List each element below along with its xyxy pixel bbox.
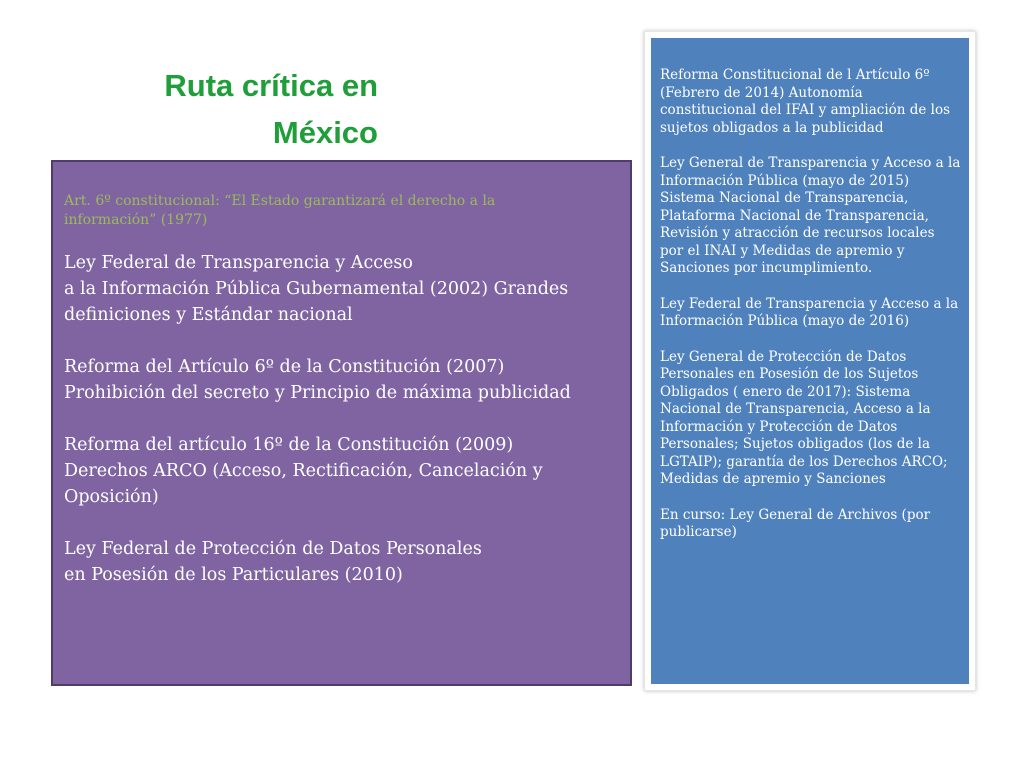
right-item-2014: Reforma Constitucional de l Artículo 6º (Febrero de 2014) Autonomía constitucional del IFAI y ampliación de los sujetos obligados a la publicidad <box>660 67 951 136</box>
right-item-en-curso: En curso: Ley General de Archivos (por publicarse) <box>660 506 931 540</box>
right-item-2016: Ley Federal de Transparencia y Acceso a la Información Pública (mayo de 2016) <box>660 295 959 329</box>
title-line-1: Ruta crítica en <box>164 68 378 103</box>
right-item-2017: Ley General de Protección de Datos Personales en Posesión de los Sujetos Obligados ( enero de 2017): Sistema Nacional de Transparencia, Acceso a la Información y Protección de Datos Personales; Sujetos obligados (los de la LGTAIP); garantía de los Derechos ARCO; Medidas de apremio y Sanciones <box>660 348 948 487</box>
right-item-2015: Ley General de Transparencia y Acceso a la Información Pública (mayo de 2015) Sistema Nacional de Transparencia, Plataforma Nacional de Transparencia, Revisión y atracción de recursos locales por el INAI y Medidas de apremio y Sanciones por incumplimiento. <box>660 155 961 276</box>
left-intro-text: Art. 6º constitucional: “El Estado garantizará el derecho a la información” (1977) <box>64 193 496 228</box>
left-item-2009: Reforma del artículo 16º de la Constitución (2009) Derechos ARCO (Acceso, Rectificación, Cancelación y Oposición) <box>64 435 543 507</box>
right-timeline-panel <box>651 38 969 684</box>
left-timeline-panel <box>51 160 632 686</box>
right-panel-frame <box>644 31 976 691</box>
left-item-2010: Ley Federal de Protección de Datos Personales en Posesión de los Particulares (2010) <box>64 539 482 585</box>
title-line-2: México <box>272 115 378 150</box>
left-item-2007: Reforma del Artículo 6º de la Constitución (2007) Prohibición del secreto y Principio de máxima publicidad <box>64 357 571 403</box>
slide-title <box>120 62 378 156</box>
left-item-2002: Ley Federal de Transparencia y Acceso a la Información Pública Gubernamental (2002) Grandes definiciones y Estándar nacional <box>64 253 569 325</box>
